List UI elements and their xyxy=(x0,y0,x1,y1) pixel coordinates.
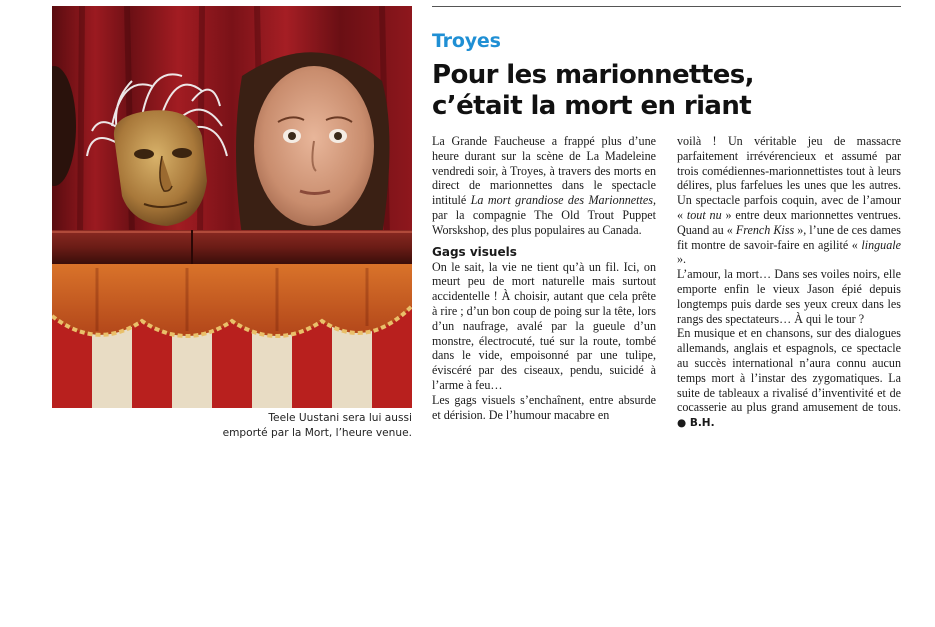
text-run: voilà ! Un véritable jeu de massacre parfaitement irrévérencieux et assumé par trois comédiennes-marionnettistes tout à leurs délires, plus farfelues les unes que les autres. Un spectacle parfois coquin, avec de l’amour « xyxy=(677,134,901,222)
article-kicker: Troyes xyxy=(432,30,501,52)
text-run: », l’une de ces dames fit montre de savoir-faire en agilité « xyxy=(677,222,902,252)
italic-quote: tout nu xyxy=(686,207,722,222)
headline-line-2: c’était la mort en riant xyxy=(432,91,752,121)
caption-line-2: emporté par la Mort, l’heure venue. xyxy=(222,426,412,439)
paragraph-final xyxy=(677,326,901,431)
show-title: La mort grandiose des Marionnettes, xyxy=(470,193,656,208)
text-run: En musique et en chansons, sur des dialogues allemands, anglais et espagnols, ce spectacle au succès international n’aura connu aucun temps mort à l’instar des zygomatiques. La suite de tableaux a rivalisé d’inventivité et de cocasserie au plus grand amusement de tous. xyxy=(677,326,901,415)
top-rule xyxy=(432,6,901,7)
paragraph xyxy=(677,134,901,267)
article-column-2 xyxy=(677,134,901,431)
article-photo xyxy=(52,6,412,408)
article-subhead: Gags visuels xyxy=(432,244,517,259)
caption-line-1: Teele Uustani sera lui aussi xyxy=(268,412,412,424)
text-run: » entre deux marionnettes ventrues. Quand au « xyxy=(677,207,901,237)
article-headline xyxy=(432,60,902,122)
author-signature: ● B.H. xyxy=(677,417,715,430)
text-run: ». xyxy=(677,252,687,267)
paragraph: On le sait, la vie ne tient qu’à un fil. Ici, on meurt peu de mort naturelle mais surtout accidentelle ! À choisir, autant que cela prête à rire ; d’un bon coup de poing sur la tête, lors d’un naufrage, avalé par la gueule d’un monstre, électrocuté, tué sur la route, tombé dans le vide, empoisonné par une tulipe, éviscéré par des ciseaux, pendu, suicidé à l’arme à feu… xyxy=(432,259,656,392)
italic-quote: linguale xyxy=(861,237,901,252)
page-edge xyxy=(928,0,935,440)
photo-caption xyxy=(150,411,412,440)
headline-line-1: Pour les marionnettes, xyxy=(432,60,754,90)
text-run: La Grande Faucheuse a frappé plus d’une heure durant sur la scène de La Madeleine vendredi soir, à Troyes, à travers des morts en direct de marionnettes dans le spectacle intitulé xyxy=(432,134,656,208)
paragraph-intro xyxy=(432,134,656,238)
text-run: par la compagnie The Old Trout Puppet Worskshop, des plus populaires au Canada. xyxy=(432,207,656,237)
paragraph: L’amour, la mort… Dans ses voiles noirs, elle emporte enfin le vieux Jason épié depuis longtemps puis darde ses yeux creux dans les rangs des spectateurs… À qui le tour ? xyxy=(677,267,901,326)
puppet-theatre-illustration xyxy=(52,6,412,408)
italic-quote: French Kiss xyxy=(735,222,795,237)
paragraph: Les gags visuels s’enchaînent, entre absurde et dérision. De l’humour macabre en xyxy=(432,392,656,422)
article-column-1 xyxy=(432,134,656,422)
